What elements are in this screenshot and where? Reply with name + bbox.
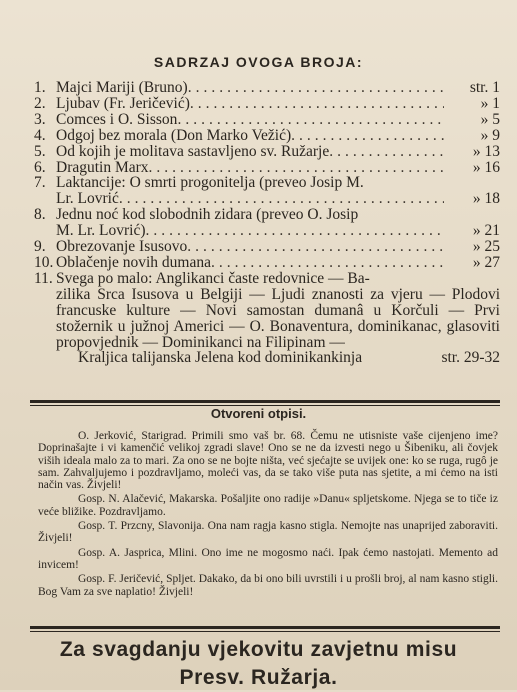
toc-item-title: Obrezovanje Isusovo [56,238,188,256]
table-of-contents [34,80,500,366]
toc-item-title: M. Lr. Lovrić) [56,222,146,240]
toc-item-number: 1. [34,79,46,96]
toc-item-page: » 18 [472,190,500,208]
letter-reply: Gosp. A. Jasprica, Mlini. Ono ime ne mogosmo naći. Ipak ćemo nastojati. Memento ad invicem! [38,546,498,571]
toc-item-title: Majci Mariji (Bruno) [56,79,188,96]
toc-item-page: » 9 [480,126,500,144]
toc-item-title: Odgoj bez morala (Don Marko Vežić) [56,126,292,144]
leader-dots [291,128,444,144]
leader-dots [146,223,444,239]
toc-item [34,112,500,128]
toc-item-page: » 1 [480,94,500,112]
toc-item-title: Ljubav (Fr. Jeričević) [56,94,190,112]
announcement-line: Za svagdanju vjekovitu zavjetnu misu [59,638,458,661]
toc-item-title: Laktancije: O smrti progonitelja (preveo Josip M. [56,174,364,192]
toc-item-continuation [34,223,500,239]
toc-item-continuation [34,191,500,207]
toc-item-title: Jednu noć kod slobodnih zidara (preveo O. Josip [56,206,359,224]
leader-dots [329,144,444,160]
toc-item [34,144,500,160]
toc-item [34,255,500,271]
toc-item-number: 9. [34,238,46,256]
toc-item [34,175,500,191]
toc-item-number: 3. [34,110,46,128]
leader-dots [190,96,444,112]
toc-item-number: 7. [34,174,46,192]
toc-item-number: 4. [34,126,46,144]
toc-item-number: 11. [34,269,53,287]
leader-dots [119,191,444,207]
toc-item-title: Od kojih je molitava sastavljeno sv. Ružarje [56,142,330,160]
letter-reply: Gosp. F. Jeričević, Spljet. Dakako, da bi ono bili uvrstili i u prošli broj, al nam kasno stigli. Bog Vam za sve naplatio! Živjeli! [38,573,498,598]
letters-section [38,430,498,600]
letter-reply: Gosp. T. Przcny, Slavonija. Ona nam ragja kasno stigla. Nemojte nas unaprijed zaboraviti. Živjeli! [38,520,498,545]
toc-item-number: 10. [34,253,54,271]
leader-dots [188,80,444,96]
toc-item [34,160,500,176]
toc-item-title: Svega po malo: Anglikanci časte redovnice — Ba- [56,269,370,287]
toc-item-description: zilika Srca Isusova u Belgiji — Ljudi znanosti za vjeru — Plodovi francuske kulture — Novi samostan dumanâ u Korčuli — Prvi stožernik u južnoj Americi — O. Bonaventura, dominikanac, glasoviti propovjednik — Dominikanci na Filipinam — [56,285,500,351]
letters-heading: Otvoreni otpisi. [210,406,307,421]
toc-item-page: str. 1 [469,79,500,96]
toc-item-number: 2. [34,94,46,112]
toc-item-number: 6. [34,158,46,176]
toc-item-page: » 21 [472,222,500,240]
toc-item [34,128,500,144]
toc-item-number: 8. [34,206,46,224]
toc-item-continuation [34,350,500,366]
toc-item [34,207,500,223]
toc-item-title: Kraljica talijanska Jelena kod dominikankinja [78,349,363,367]
toc-item-number: 5. [34,142,46,160]
toc-item-page: » 16 [472,158,500,176]
toc-item [34,271,500,287]
toc-item-page: » 13 [472,142,500,160]
toc-item-title: Comces i O. Sisson [56,110,178,128]
toc-item-page: » 25 [472,238,500,256]
toc-item-page: » 27 [472,253,500,271]
contents-heading: SADRZAJ OVOGA BROJA: [153,54,364,70]
mass-announcement [0,636,517,692]
toc-item [34,96,500,112]
letter-reply: Gosp. N. Alačević, Makarska. Pošaljite ono radije »Danu« spljetskome. Njega se to tiče iz veće bližike. Pozdravljamo. [38,493,498,518]
toc-item-title: Lr. Lovrić [56,190,119,208]
leader-dots [211,255,444,271]
toc-item-title: Oblačenje novih dumana [56,253,211,271]
leader-dots [177,112,444,128]
divider-rule [30,626,500,632]
letter-reply: O. Jerković, Starigrad. Primili smo vaš br. 68. Čemu ne utisniste vaše cijenjeno ime? Doprinašajte i vi kamenčić velikoj zgradi slave! Ono se ne da izvesti nego u Šibeniku, ali čovjek viših ideala malo za to mari. Za ono se ne bojte ništa, već sjećajte se uvijek one: ko se ruga, rugô je sam. Zahvaljujemo i pozdravljamo, moleći vas, da se tako više puta nas sjetite, a mi ćemo na isti način vas. Živjeli! [38,430,498,492]
toc-item [34,80,500,96]
toc-item-page: » 5 [480,110,500,128]
toc-item-page: str. 29-32 [441,349,500,367]
announcement-line: Presv. Ružarja. [179,666,338,689]
leader-dots [149,160,444,176]
leader-dots [187,239,444,255]
toc-item-title: Dragutin Marx [56,158,149,176]
toc-item [34,239,500,255]
